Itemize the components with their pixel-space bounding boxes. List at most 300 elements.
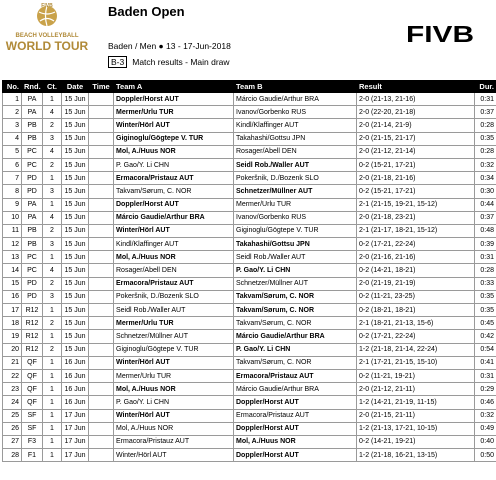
match-number-cell: 14 [3,264,22,277]
team-b-cell: Ivanov/Gorbenko RUS [234,106,357,119]
time-cell [89,238,114,251]
court-cell: 4 [43,211,62,224]
result-cell: 0-2 (14-21, 18-21) [357,264,475,277]
team-a-cell: Mol, A./Huus NOR [114,383,234,396]
time-cell [89,409,114,422]
date-cell: 15 Jun [62,211,89,224]
team-b-cell: Ivanov/Gorbenko RUS [234,211,357,224]
time-cell [89,304,114,317]
team-a-cell: Mermer/Urlu TUR [114,369,234,382]
team-b-cell: Kindl/Klaffinger AUT [234,119,357,132]
result-cell: 2-0 (21-14, 21-9) [357,119,475,132]
date-cell: 16 Jun [62,356,89,369]
match-number-cell: 19 [3,330,22,343]
result-cell: 2-1 (18-21, 21-13, 15-6) [357,317,475,330]
duration-cell: 0:40 [475,435,496,448]
duration-cell: 0:37 [475,106,496,119]
time-cell [89,277,114,290]
round-cell: PA [22,211,43,224]
round-cell: PC [22,145,43,158]
match-number-cell: 21 [3,356,22,369]
result-cell: 2-0 (21-12, 21-14) [357,145,475,158]
table-row [3,369,496,382]
court-cell: 2 [43,343,62,356]
table-row [3,409,496,422]
result-cell: 1-2 (21-18, 21-14, 22-24) [357,343,475,356]
team-b-cell: Takvam/Sørum, C. NOR [234,317,357,330]
round-cell: PC [22,251,43,264]
logo-bottom-text: WORLD TOUR [5,39,89,53]
date-cell: 15 Jun [62,304,89,317]
court-cell: 3 [43,185,62,198]
date-cell: 15 Jun [62,264,89,277]
table-row [3,383,496,396]
time-cell [89,224,114,237]
time-cell [89,211,114,224]
round-cell: PB [22,119,43,132]
team-b-cell: Márcio Gaudie/Arthur BRA [234,383,357,396]
column-header-court: Ct. [43,81,62,93]
date-cell: 17 Jun [62,449,89,462]
result-cell: 2-0 (21-15, 21-17) [357,132,475,145]
team-b-cell: Giginoglu/Gögtepe V. TUR [234,224,357,237]
duration-cell: 0:45 [475,317,496,330]
date-cell: 15 Jun [62,119,89,132]
date-cell: 17 Jun [62,422,89,435]
time-cell [89,198,114,211]
tournament-meta: Baden / Men ● 13 - 17-Jun-2018 [108,41,231,51]
time-cell [89,369,114,382]
date-cell: 15 Jun [62,224,89,237]
round-cell: PD [22,277,43,290]
team-b-cell: Márcio Gaudie/Arthur BRA [234,330,357,343]
fivb-logo-text: FIVB [406,22,474,44]
duration-cell: 0:44 [475,198,496,211]
result-cell: 2-0 (22-20, 21-18) [357,106,475,119]
court-cell: 1 [43,93,62,106]
table-row [3,277,496,290]
duration-cell: 0:32 [475,409,496,422]
court-cell: 4 [43,145,62,158]
round-cell: R12 [22,304,43,317]
duration-cell: 0:39 [475,238,496,251]
court-cell: 2 [43,317,62,330]
date-cell: 15 Jun [62,251,89,264]
time-cell [89,449,114,462]
team-a-cell: Mermer/Urlu TUR [114,106,234,119]
result-cell: 0-2 (18-21, 18-21) [357,304,475,317]
time-cell [89,396,114,409]
date-cell: 15 Jun [62,290,89,303]
time-cell [89,119,114,132]
team-a-cell: Giginoglu/Gögtepe V. TUR [114,132,234,145]
team-a-cell: Seidl Rob./Waller AUT [114,304,234,317]
match-number-cell: 26 [3,422,22,435]
team-a-cell: Schnetzer/Müllner AUT [114,330,234,343]
date-cell: 15 Jun [62,185,89,198]
team-b-cell: Doppler/Horst AUT [234,396,357,409]
duration-cell: 0:33 [475,277,496,290]
team-a-cell: Doppler/Horst AUT [114,93,234,106]
duration-cell: 0:31 [475,369,496,382]
match-number-cell: 8 [3,185,22,198]
result-cell: 2-0 (21-15, 21-11) [357,409,475,422]
match-number-cell: 27 [3,435,22,448]
table-row [3,356,496,369]
table-row [3,264,496,277]
team-b-cell: Schnetzer/Müllner AUT [234,277,357,290]
match-number-cell: 1 [3,93,22,106]
duration-cell: 0:35 [475,304,496,317]
duration-cell: 0:49 [475,422,496,435]
round-cell: QF [22,369,43,382]
table-row [3,172,496,185]
court-cell: 1 [43,383,62,396]
court-cell: 1 [43,251,62,264]
team-b-cell: Takvam/Sørum, C. NOR [234,304,357,317]
time-cell [89,158,114,171]
date-cell: 15 Jun [62,198,89,211]
team-a-cell: Ermacora/Pristauz AUT [114,277,234,290]
tournament-title: Baden Open [108,4,185,19]
result-cell: 2-0 (21-16, 21-16) [357,251,475,264]
table-row [3,198,496,211]
duration-cell: 0:42 [475,330,496,343]
court-cell: 1 [43,396,62,409]
table-row [3,158,496,171]
result-cell: 1-2 (21-18, 16-21, 13-15) [357,449,475,462]
team-b-cell: Mol, A./Huus NOR [234,435,357,448]
date-cell: 15 Jun [62,238,89,251]
result-cell: 2-0 (21-12, 21-11) [357,383,475,396]
column-header-team-b: Team B [234,81,357,93]
date-cell: 16 Jun [62,369,89,382]
team-b-cell: Takahashi/Gottsu JPN [234,132,357,145]
table-row [3,224,496,237]
match-number-cell: 11 [3,224,22,237]
duration-cell: 0:28 [475,119,496,132]
team-a-cell: Mol, A./Huus NOR [114,422,234,435]
date-cell: 16 Jun [62,383,89,396]
court-cell: 1 [43,409,62,422]
round-cell: F1 [22,449,43,462]
court-cell: 1 [43,435,62,448]
match-number-cell: 12 [3,238,22,251]
result-cell: 0-2 (11-21, 23-25) [357,290,475,303]
duration-cell: 0:35 [475,132,496,145]
date-cell: 16 Jun [62,396,89,409]
team-a-cell: Mermer/Urlu TUR [114,317,234,330]
court-cell: 2 [43,119,62,132]
table-row [3,106,496,119]
round-cell: PD [22,185,43,198]
volleyball-icon [37,6,57,26]
duration-cell: 0:30 [475,185,496,198]
match-number-cell: 15 [3,277,22,290]
court-cell: 1 [43,198,62,211]
match-number-cell: 25 [3,409,22,422]
time-cell [89,251,114,264]
time-cell [89,435,114,448]
team-a-cell: Ermacora/Pristauz AUT [114,172,234,185]
column-header-no: No. [3,81,22,93]
date-cell: 17 Jun [62,409,89,422]
round-cell: R12 [22,343,43,356]
date-cell: 15 Jun [62,132,89,145]
date-cell: 15 Jun [62,158,89,171]
date-cell: 15 Jun [62,106,89,119]
court-cell: 3 [43,132,62,145]
time-cell [89,317,114,330]
court-cell: 1 [43,330,62,343]
round-cell: PA [22,106,43,119]
team-a-cell: Ermacora/Pristauz AUT [114,435,234,448]
result-cell: 2-0 (21-18, 21-16) [357,172,475,185]
court-cell: 1 [43,172,62,185]
round-cell: QF [22,383,43,396]
date-cell: 15 Jun [62,330,89,343]
team-a-cell: Winter/Hörl AUT [114,449,234,462]
team-b-cell: Rosager/Abell DEN [234,145,357,158]
time-cell [89,356,114,369]
court-cell: 2 [43,224,62,237]
round-cell: PD [22,172,43,185]
team-a-cell: P. Gao/Y. Li CHN [114,396,234,409]
team-a-cell: Mol, A./Huus NOR [114,145,234,158]
team-a-cell: Winter/Hörl AUT [114,409,234,422]
team-b-cell: Mermer/Urlu TUR [234,198,357,211]
duration-cell: 0:37 [475,211,496,224]
duration-cell: 0:28 [475,264,496,277]
duration-cell: 0:41 [475,356,496,369]
match-number-cell: 22 [3,369,22,382]
team-b-cell: Seidl Rob./Waller AUT [234,158,357,171]
table-row [3,211,496,224]
date-cell: 15 Jun [62,93,89,106]
court-cell: 3 [43,290,62,303]
round-cell: SF [22,409,43,422]
result-cell: 0-2 (14-21, 19-21) [357,435,475,448]
match-number-cell: 24 [3,396,22,409]
match-number-cell: 5 [3,145,22,158]
team-a-cell: Winter/Hörl AUT [114,356,234,369]
document-subtitle-line [108,56,230,68]
court-cell: 1 [43,369,62,382]
table-row [3,343,496,356]
time-cell [89,145,114,158]
duration-cell: 0:31 [475,251,496,264]
time-cell [89,330,114,343]
column-header-round: Rnd. [22,81,43,93]
match-number-cell: 16 [3,290,22,303]
team-a-cell: Kindl/Klaffinger AUT [114,238,234,251]
table-row [3,185,496,198]
team-a-cell: Rosager/Abell DEN [114,264,234,277]
team-b-cell: P. Gao/Y. Li CHN [234,264,357,277]
date-cell: 15 Jun [62,317,89,330]
time-cell [89,93,114,106]
date-cell: 15 Jun [62,343,89,356]
match-number-cell: 17 [3,304,22,317]
table-header-row [3,81,496,93]
match-number-cell: 20 [3,343,22,356]
table-row [3,238,496,251]
logo-top-text: FIVB [41,3,53,9]
result-cell: 2-1 (21-17, 18-21, 15-12) [357,224,475,237]
court-cell: 1 [43,449,62,462]
team-a-cell: Pokeršnik, D./Bozenk SLO [114,290,234,303]
team-b-cell: Ermacora/Pristauz AUT [234,409,357,422]
time-cell [89,185,114,198]
match-number-cell: 13 [3,251,22,264]
match-number-cell: 28 [3,449,22,462]
result-cell: 0-2 (15-21, 17-21) [357,158,475,171]
court-cell: 2 [43,158,62,171]
table-row [3,449,496,462]
match-number-cell: 23 [3,383,22,396]
table-row [3,145,496,158]
time-cell [89,343,114,356]
team-a-cell: Mol, A./Huus NOR [114,251,234,264]
result-cell: 2-1 (17-21, 21-15, 15-10) [357,356,475,369]
result-cell: 1-2 (14-21, 21-19, 11-15) [357,396,475,409]
match-number-cell: 9 [3,198,22,211]
team-b-cell: Doppler/Horst AUT [234,449,357,462]
team-b-cell: Márcio Gaudie/Arthur BRA [234,93,357,106]
round-cell: R12 [22,317,43,330]
match-results-table [2,80,496,462]
document-subtitle: Match results - Main draw [132,57,230,67]
duration-cell: 0:35 [475,290,496,303]
round-cell: PC [22,158,43,171]
result-cell: 0-2 (17-21, 22-24) [357,238,475,251]
time-cell [89,264,114,277]
round-cell: PB [22,132,43,145]
table-row [3,422,496,435]
table-row [3,132,496,145]
table-row [3,396,496,409]
time-cell [89,106,114,119]
column-header-duration: Dur. [475,81,496,93]
table-row [3,251,496,264]
court-cell: 4 [43,106,62,119]
table-row [3,304,496,317]
match-number-cell: 7 [3,172,22,185]
team-b-cell: Takvam/Sørum, C. NOR [234,356,357,369]
round-cell: PB [22,224,43,237]
round-cell: QF [22,396,43,409]
result-cell: 0-2 (15-21, 17-21) [357,185,475,198]
team-a-cell: Takvam/Sørum, C. NOR [114,185,234,198]
duration-cell: 0:48 [475,224,496,237]
team-b-cell: Schnetzer/Müllner AUT [234,185,357,198]
table-row [3,93,496,106]
duration-cell: 0:50 [475,449,496,462]
team-a-cell: P. Gao/Y. Li CHN [114,158,234,171]
result-cell: 2-0 (21-19, 21-19) [357,277,475,290]
result-cell: 2-1 (21-15, 19-21, 15-12) [357,198,475,211]
match-number-cell: 4 [3,132,22,145]
time-cell [89,172,114,185]
court-cell: 1 [43,356,62,369]
duration-cell: 0:54 [475,343,496,356]
date-cell: 15 Jun [62,145,89,158]
round-cell: R12 [22,330,43,343]
court-cell: 3 [43,238,62,251]
result-cell: 0-2 (17-21, 22-24) [357,330,475,343]
team-b-cell: Pokeršnik, D./Bozenk SLO [234,172,357,185]
duration-cell: 0:29 [475,383,496,396]
column-header-date: Date [62,81,89,93]
court-cell: 4 [43,264,62,277]
team-b-cell: Seidl Rob./Waller AUT [234,251,357,264]
round-cell: PC [22,264,43,277]
match-number-cell: 2 [3,106,22,119]
team-b-cell: Takahashi/Gottsu JPN [234,238,357,251]
time-cell [89,383,114,396]
match-number-cell: 10 [3,211,22,224]
round-cell: PB [22,238,43,251]
table-row [3,330,496,343]
duration-cell: 0:46 [475,396,496,409]
team-a-cell: Márcio Gaudie/Arthur BRA [114,211,234,224]
table-row [3,119,496,132]
column-header-result: Result [357,81,475,93]
team-a-cell: Winter/Hörl AUT [114,224,234,237]
table-row [3,317,496,330]
duration-cell: 0:34 [475,172,496,185]
duration-cell: 0:31 [475,93,496,106]
team-a-cell: Winter/Hörl AUT [114,119,234,132]
logo-middle-text: BEACH VOLLEYBALL [15,33,79,39]
round-cell: PA [22,93,43,106]
match-number-cell: 6 [3,158,22,171]
date-cell: 15 Jun [62,172,89,185]
team-b-cell: Ermacora/Pristauz AUT [234,369,357,382]
team-b-cell: P. Gao/Y. Li CHN [234,343,357,356]
table-row [3,435,496,448]
date-cell: 17 Jun [62,435,89,448]
result-cell: 0-2 (11-21, 19-21) [357,369,475,382]
team-b-cell: Doppler/Horst AUT [234,422,357,435]
date-cell: 15 Jun [62,277,89,290]
round-cell: SF [22,422,43,435]
time-cell [89,422,114,435]
match-number-cell: 18 [3,317,22,330]
time-cell [89,290,114,303]
team-b-cell: Takvam/Sørum, C. NOR [234,290,357,303]
court-cell: 1 [43,422,62,435]
team-a-cell: Doppler/Horst AUT [114,198,234,211]
result-cell: 2-0 (21-13, 21-16) [357,93,475,106]
duration-cell: 0:28 [475,145,496,158]
duration-cell: 0:32 [475,158,496,171]
beach-volleyball-world-tour-logo [4,3,90,59]
court-cell: 2 [43,277,62,290]
result-cell: 1-2 (21-13, 17-21, 10-15) [357,422,475,435]
time-cell [89,132,114,145]
round-cell: PA [22,198,43,211]
team-a-cell: Giginoglu/Gögtepe V. TUR [114,343,234,356]
round-cell: QF [22,356,43,369]
result-cell: 2-0 (21-18, 23-21) [357,211,475,224]
table-row [3,290,496,303]
column-header-team-a: Team A [114,81,234,93]
column-header-time: Time [89,81,114,93]
fivb-logo [406,22,474,44]
document-code: B-3 [108,56,127,68]
round-cell: F3 [22,435,43,448]
